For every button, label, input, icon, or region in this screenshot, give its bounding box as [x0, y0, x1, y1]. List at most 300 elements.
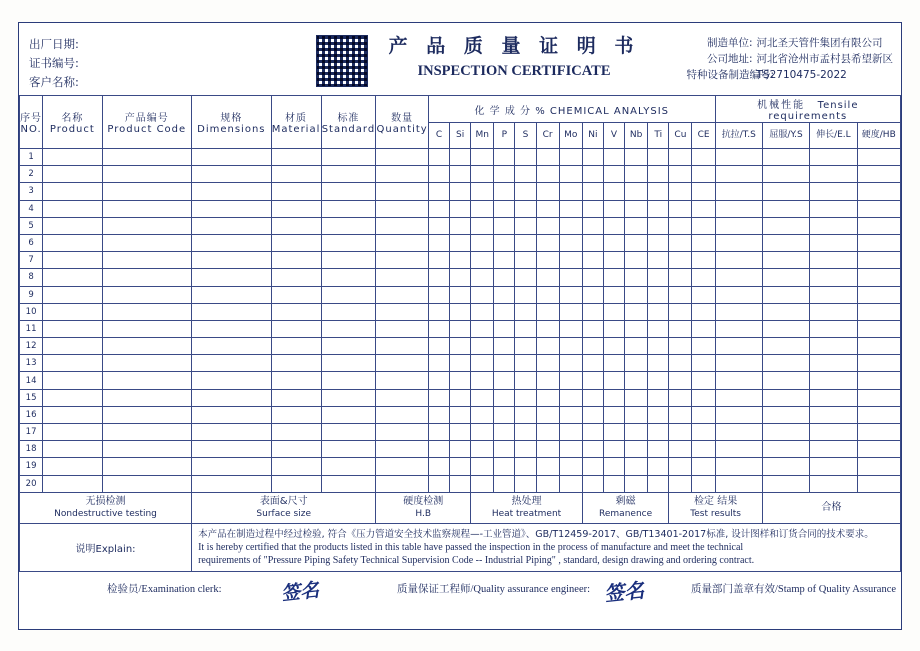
cell-hb[interactable] [857, 183, 900, 200]
cell-s[interactable] [515, 149, 536, 166]
cell-s[interactable] [515, 458, 536, 475]
cell-product[interactable] [43, 424, 102, 441]
cell-v[interactable] [603, 200, 624, 217]
cell-cr[interactable] [536, 252, 559, 269]
cell-ti[interactable] [648, 372, 669, 389]
cell-ti[interactable] [648, 424, 669, 441]
cell-product[interactable] [43, 406, 102, 423]
cell-dimensions[interactable] [192, 217, 272, 234]
cell-quantity[interactable] [376, 149, 429, 166]
cell-code[interactable] [102, 389, 192, 406]
cell-cu[interactable] [669, 372, 692, 389]
cell-ni[interactable] [582, 286, 603, 303]
cell-nb[interactable] [625, 183, 648, 200]
cell-el[interactable] [810, 389, 857, 406]
cell-c[interactable] [428, 372, 449, 389]
cell-standard[interactable] [321, 320, 376, 337]
cell-v[interactable] [603, 303, 624, 320]
cell-quantity[interactable] [376, 200, 429, 217]
cell-ni[interactable] [582, 234, 603, 251]
cell-hb[interactable] [857, 200, 900, 217]
cell-si[interactable] [450, 286, 471, 303]
cell-product[interactable] [43, 441, 102, 458]
cell-el[interactable] [810, 149, 857, 166]
cell-ts[interactable] [715, 303, 762, 320]
cell-product[interactable] [43, 234, 102, 251]
cell-hb[interactable] [857, 475, 900, 492]
cell-p[interactable] [494, 441, 515, 458]
table-row[interactable] [20, 475, 901, 492]
cell-mo[interactable] [559, 458, 582, 475]
cell-code[interactable] [102, 200, 192, 217]
cell-s[interactable] [515, 200, 536, 217]
cell-code[interactable] [102, 320, 192, 337]
cell-standard[interactable] [321, 475, 376, 492]
cell-mn[interactable] [471, 355, 494, 372]
cell-v[interactable] [603, 286, 624, 303]
cell-hb[interactable] [857, 372, 900, 389]
cell-ys[interactable] [762, 183, 809, 200]
cell-p[interactable] [494, 303, 515, 320]
cell-mo[interactable] [559, 217, 582, 234]
cell-nb[interactable] [625, 441, 648, 458]
cell-ts[interactable] [715, 183, 762, 200]
cell-ti[interactable] [648, 183, 669, 200]
cell-cu[interactable] [669, 166, 692, 183]
cell-ce[interactable] [692, 475, 715, 492]
cell-p[interactable] [494, 338, 515, 355]
cell-el[interactable] [810, 372, 857, 389]
cell-product[interactable] [43, 200, 102, 217]
cell-quantity[interactable] [376, 355, 429, 372]
cell-c[interactable] [428, 424, 449, 441]
cell-cr[interactable] [536, 338, 559, 355]
cell-ti[interactable] [648, 286, 669, 303]
cell-s[interactable] [515, 338, 536, 355]
cell-v[interactable] [603, 389, 624, 406]
cell-cr[interactable] [536, 217, 559, 234]
cell-mn[interactable] [471, 458, 494, 475]
cell-product[interactable] [43, 269, 102, 286]
cell-el[interactable] [810, 424, 857, 441]
table-row[interactable] [20, 200, 901, 217]
cell-nb[interactable] [625, 252, 648, 269]
cell-s[interactable] [515, 303, 536, 320]
cell-s[interactable] [515, 183, 536, 200]
cell-ti[interactable] [648, 320, 669, 337]
cell-ys[interactable] [762, 458, 809, 475]
table-row[interactable] [20, 303, 901, 320]
cell-dimensions[interactable] [192, 424, 272, 441]
cell-ni[interactable] [582, 166, 603, 183]
cell-ce[interactable] [692, 338, 715, 355]
cell-p[interactable] [494, 372, 515, 389]
cell-dimensions[interactable] [192, 303, 272, 320]
cell-si[interactable] [450, 303, 471, 320]
cell-quantity[interactable] [376, 217, 429, 234]
cell-ys[interactable] [762, 441, 809, 458]
cell-mo[interactable] [559, 338, 582, 355]
cell-si[interactable] [450, 183, 471, 200]
cell-p[interactable] [494, 149, 515, 166]
cell-standard[interactable] [321, 406, 376, 423]
cell-nb[interactable] [625, 372, 648, 389]
cell-ys[interactable] [762, 166, 809, 183]
cell-el[interactable] [810, 286, 857, 303]
cell-s[interactable] [515, 320, 536, 337]
table-row[interactable] [20, 217, 901, 234]
cell-product[interactable] [43, 458, 102, 475]
cell-ts[interactable] [715, 166, 762, 183]
cell-nb[interactable] [625, 217, 648, 234]
cell-code[interactable] [102, 183, 192, 200]
cell-si[interactable] [450, 252, 471, 269]
cell-mo[interactable] [559, 286, 582, 303]
cell-code[interactable] [102, 269, 192, 286]
cell-ce[interactable] [692, 166, 715, 183]
cell-mn[interactable] [471, 320, 494, 337]
cell-mo[interactable] [559, 320, 582, 337]
cell-si[interactable] [450, 200, 471, 217]
cell-ni[interactable] [582, 475, 603, 492]
cell-el[interactable] [810, 475, 857, 492]
cell-material[interactable] [271, 320, 321, 337]
cell-nb[interactable] [625, 320, 648, 337]
cell-ts[interactable] [715, 320, 762, 337]
cell-s[interactable] [515, 269, 536, 286]
cell-cu[interactable] [669, 475, 692, 492]
cell-code[interactable] [102, 303, 192, 320]
cell-mn[interactable] [471, 475, 494, 492]
cell-product[interactable] [43, 303, 102, 320]
cell-v[interactable] [603, 475, 624, 492]
cell-c[interactable] [428, 234, 449, 251]
table-row[interactable] [20, 252, 901, 269]
cell-code[interactable] [102, 441, 192, 458]
cell-si[interactable] [450, 406, 471, 423]
cell-ni[interactable] [582, 183, 603, 200]
cell-ys[interactable] [762, 320, 809, 337]
table-row[interactable] [20, 355, 901, 372]
cell-nb[interactable] [625, 338, 648, 355]
cell-c[interactable] [428, 355, 449, 372]
cell-dimensions[interactable] [192, 149, 272, 166]
table-row[interactable] [20, 458, 901, 475]
cell-ti[interactable] [648, 458, 669, 475]
cell-standard[interactable] [321, 252, 376, 269]
cell-dimensions[interactable] [192, 441, 272, 458]
cell-product[interactable] [43, 475, 102, 492]
cell-cu[interactable] [669, 149, 692, 166]
cell-ts[interactable] [715, 338, 762, 355]
cell-mo[interactable] [559, 200, 582, 217]
cell-ce[interactable] [692, 458, 715, 475]
cell-cu[interactable] [669, 269, 692, 286]
cell-ce[interactable] [692, 149, 715, 166]
cell-p[interactable] [494, 355, 515, 372]
cell-material[interactable] [271, 217, 321, 234]
cell-ce[interactable] [692, 320, 715, 337]
cell-ti[interactable] [648, 406, 669, 423]
cell-quantity[interactable] [376, 424, 429, 441]
cell-cr[interactable] [536, 303, 559, 320]
cell-ys[interactable] [762, 286, 809, 303]
cell-v[interactable] [603, 372, 624, 389]
cell-quantity[interactable] [376, 166, 429, 183]
cell-cr[interactable] [536, 183, 559, 200]
cell-code[interactable] [102, 458, 192, 475]
cell-material[interactable] [271, 183, 321, 200]
cell-cr[interactable] [536, 286, 559, 303]
cell-s[interactable] [515, 166, 536, 183]
cell-material[interactable] [271, 234, 321, 251]
cell-ni[interactable] [582, 372, 603, 389]
cell-product[interactable] [43, 320, 102, 337]
cell-ys[interactable] [762, 217, 809, 234]
cell-standard[interactable] [321, 217, 376, 234]
cell-hb[interactable] [857, 234, 900, 251]
cell-nb[interactable] [625, 149, 648, 166]
cell-code[interactable] [102, 166, 192, 183]
cell-mo[interactable] [559, 389, 582, 406]
cell-ce[interactable] [692, 372, 715, 389]
cell-cr[interactable] [536, 200, 559, 217]
cell-ce[interactable] [692, 389, 715, 406]
cell-material[interactable] [271, 200, 321, 217]
cell-ts[interactable] [715, 372, 762, 389]
cell-ts[interactable] [715, 424, 762, 441]
table-row[interactable] [20, 320, 901, 337]
cell-ce[interactable] [692, 441, 715, 458]
cell-dimensions[interactable] [192, 389, 272, 406]
cell-dimensions[interactable] [192, 475, 272, 492]
cell-cu[interactable] [669, 303, 692, 320]
cell-ys[interactable] [762, 389, 809, 406]
cell-quantity[interactable] [376, 183, 429, 200]
cell-dimensions[interactable] [192, 406, 272, 423]
cell-mn[interactable] [471, 217, 494, 234]
cell-si[interactable] [450, 355, 471, 372]
cell-dimensions[interactable] [192, 200, 272, 217]
cell-mo[interactable] [559, 424, 582, 441]
cell-standard[interactable] [321, 234, 376, 251]
cell-p[interactable] [494, 166, 515, 183]
cell-dimensions[interactable] [192, 269, 272, 286]
cell-product[interactable] [43, 389, 102, 406]
cell-ce[interactable] [692, 252, 715, 269]
cell-material[interactable] [271, 166, 321, 183]
cell-ni[interactable] [582, 441, 603, 458]
cell-c[interactable] [428, 475, 449, 492]
table-row[interactable] [20, 286, 901, 303]
cell-c[interactable] [428, 183, 449, 200]
cell-si[interactable] [450, 338, 471, 355]
cell-ts[interactable] [715, 355, 762, 372]
cell-el[interactable] [810, 234, 857, 251]
cell-ti[interactable] [648, 338, 669, 355]
cell-el[interactable] [810, 166, 857, 183]
cell-material[interactable] [271, 372, 321, 389]
cell-ti[interactable] [648, 252, 669, 269]
cell-mo[interactable] [559, 475, 582, 492]
cell-hb[interactable] [857, 286, 900, 303]
cell-product[interactable] [43, 372, 102, 389]
cell-nb[interactable] [625, 389, 648, 406]
cell-c[interactable] [428, 406, 449, 423]
cell-ti[interactable] [648, 303, 669, 320]
cell-ni[interactable] [582, 269, 603, 286]
cell-product[interactable] [43, 166, 102, 183]
cell-v[interactable] [603, 338, 624, 355]
cell-hb[interactable] [857, 389, 900, 406]
cell-hb[interactable] [857, 406, 900, 423]
cell-quantity[interactable] [376, 234, 429, 251]
cell-v[interactable] [603, 424, 624, 441]
cell-cr[interactable] [536, 475, 559, 492]
cell-dimensions[interactable] [192, 338, 272, 355]
cell-mo[interactable] [559, 372, 582, 389]
cell-quantity[interactable] [376, 252, 429, 269]
cell-si[interactable] [450, 217, 471, 234]
cell-code[interactable] [102, 406, 192, 423]
cell-ts[interactable] [715, 389, 762, 406]
cell-cu[interactable] [669, 424, 692, 441]
cell-mn[interactable] [471, 286, 494, 303]
cell-si[interactable] [450, 234, 471, 251]
cell-cu[interactable] [669, 286, 692, 303]
cell-code[interactable] [102, 217, 192, 234]
cell-dimensions[interactable] [192, 320, 272, 337]
cell-s[interactable] [515, 441, 536, 458]
cell-hb[interactable] [857, 320, 900, 337]
cell-si[interactable] [450, 475, 471, 492]
cell-s[interactable] [515, 372, 536, 389]
cell-si[interactable] [450, 269, 471, 286]
cell-c[interactable] [428, 217, 449, 234]
cell-quantity[interactable] [376, 389, 429, 406]
cell-ti[interactable] [648, 149, 669, 166]
cell-ts[interactable] [715, 269, 762, 286]
cell-quantity[interactable] [376, 441, 429, 458]
cell-hb[interactable] [857, 355, 900, 372]
cell-code[interactable] [102, 355, 192, 372]
cell-material[interactable] [271, 389, 321, 406]
cell-material[interactable] [271, 252, 321, 269]
cell-ti[interactable] [648, 166, 669, 183]
cell-code[interactable] [102, 475, 192, 492]
cell-dimensions[interactable] [192, 458, 272, 475]
table-row[interactable] [20, 441, 901, 458]
cell-quantity[interactable] [376, 338, 429, 355]
cell-ys[interactable] [762, 149, 809, 166]
cell-ys[interactable] [762, 200, 809, 217]
cell-cr[interactable] [536, 424, 559, 441]
cell-cu[interactable] [669, 252, 692, 269]
cell-ts[interactable] [715, 406, 762, 423]
cell-cr[interactable] [536, 389, 559, 406]
cell-s[interactable] [515, 234, 536, 251]
cell-standard[interactable] [321, 183, 376, 200]
table-row[interactable] [20, 406, 901, 423]
cell-el[interactable] [810, 338, 857, 355]
cell-hb[interactable] [857, 166, 900, 183]
cell-mn[interactable] [471, 389, 494, 406]
cell-p[interactable] [494, 389, 515, 406]
cell-s[interactable] [515, 475, 536, 492]
cell-s[interactable] [515, 217, 536, 234]
cell-el[interactable] [810, 320, 857, 337]
cell-ni[interactable] [582, 406, 603, 423]
cell-standard[interactable] [321, 441, 376, 458]
cell-c[interactable] [428, 458, 449, 475]
cell-ts[interactable] [715, 252, 762, 269]
cell-ti[interactable] [648, 475, 669, 492]
cell-product[interactable] [43, 217, 102, 234]
cell-ts[interactable] [715, 200, 762, 217]
cell-cr[interactable] [536, 320, 559, 337]
cell-cu[interactable] [669, 234, 692, 251]
cell-material[interactable] [271, 355, 321, 372]
cell-c[interactable] [428, 269, 449, 286]
cell-cr[interactable] [536, 458, 559, 475]
cell-s[interactable] [515, 252, 536, 269]
cell-cu[interactable] [669, 217, 692, 234]
cell-code[interactable] [102, 286, 192, 303]
cell-ce[interactable] [692, 200, 715, 217]
cell-standard[interactable] [321, 269, 376, 286]
cell-mn[interactable] [471, 166, 494, 183]
cell-dimensions[interactable] [192, 355, 272, 372]
cell-cu[interactable] [669, 355, 692, 372]
cell-material[interactable] [271, 269, 321, 286]
cell-el[interactable] [810, 183, 857, 200]
cell-dimensions[interactable] [192, 234, 272, 251]
cell-code[interactable] [102, 252, 192, 269]
cell-p[interactable] [494, 269, 515, 286]
cell-cr[interactable] [536, 406, 559, 423]
cell-v[interactable] [603, 234, 624, 251]
cell-ys[interactable] [762, 252, 809, 269]
cell-si[interactable] [450, 149, 471, 166]
cell-quantity[interactable] [376, 320, 429, 337]
cell-mn[interactable] [471, 372, 494, 389]
cell-mn[interactable] [471, 183, 494, 200]
cell-dimensions[interactable] [192, 372, 272, 389]
cell-material[interactable] [271, 458, 321, 475]
cell-material[interactable] [271, 441, 321, 458]
cell-cr[interactable] [536, 234, 559, 251]
cell-quantity[interactable] [376, 406, 429, 423]
cell-ce[interactable] [692, 234, 715, 251]
cell-product[interactable] [43, 355, 102, 372]
cell-ts[interactable] [715, 149, 762, 166]
cell-material[interactable] [271, 303, 321, 320]
table-row[interactable] [20, 338, 901, 355]
cell-ys[interactable] [762, 406, 809, 423]
cell-nb[interactable] [625, 424, 648, 441]
cell-c[interactable] [428, 338, 449, 355]
cell-mn[interactable] [471, 200, 494, 217]
cell-ts[interactable] [715, 217, 762, 234]
cell-quantity[interactable] [376, 372, 429, 389]
cell-nb[interactable] [625, 200, 648, 217]
cell-standard[interactable] [321, 389, 376, 406]
cell-v[interactable] [603, 217, 624, 234]
cell-el[interactable] [810, 200, 857, 217]
cell-si[interactable] [450, 372, 471, 389]
cell-product[interactable] [43, 338, 102, 355]
cell-ts[interactable] [715, 458, 762, 475]
